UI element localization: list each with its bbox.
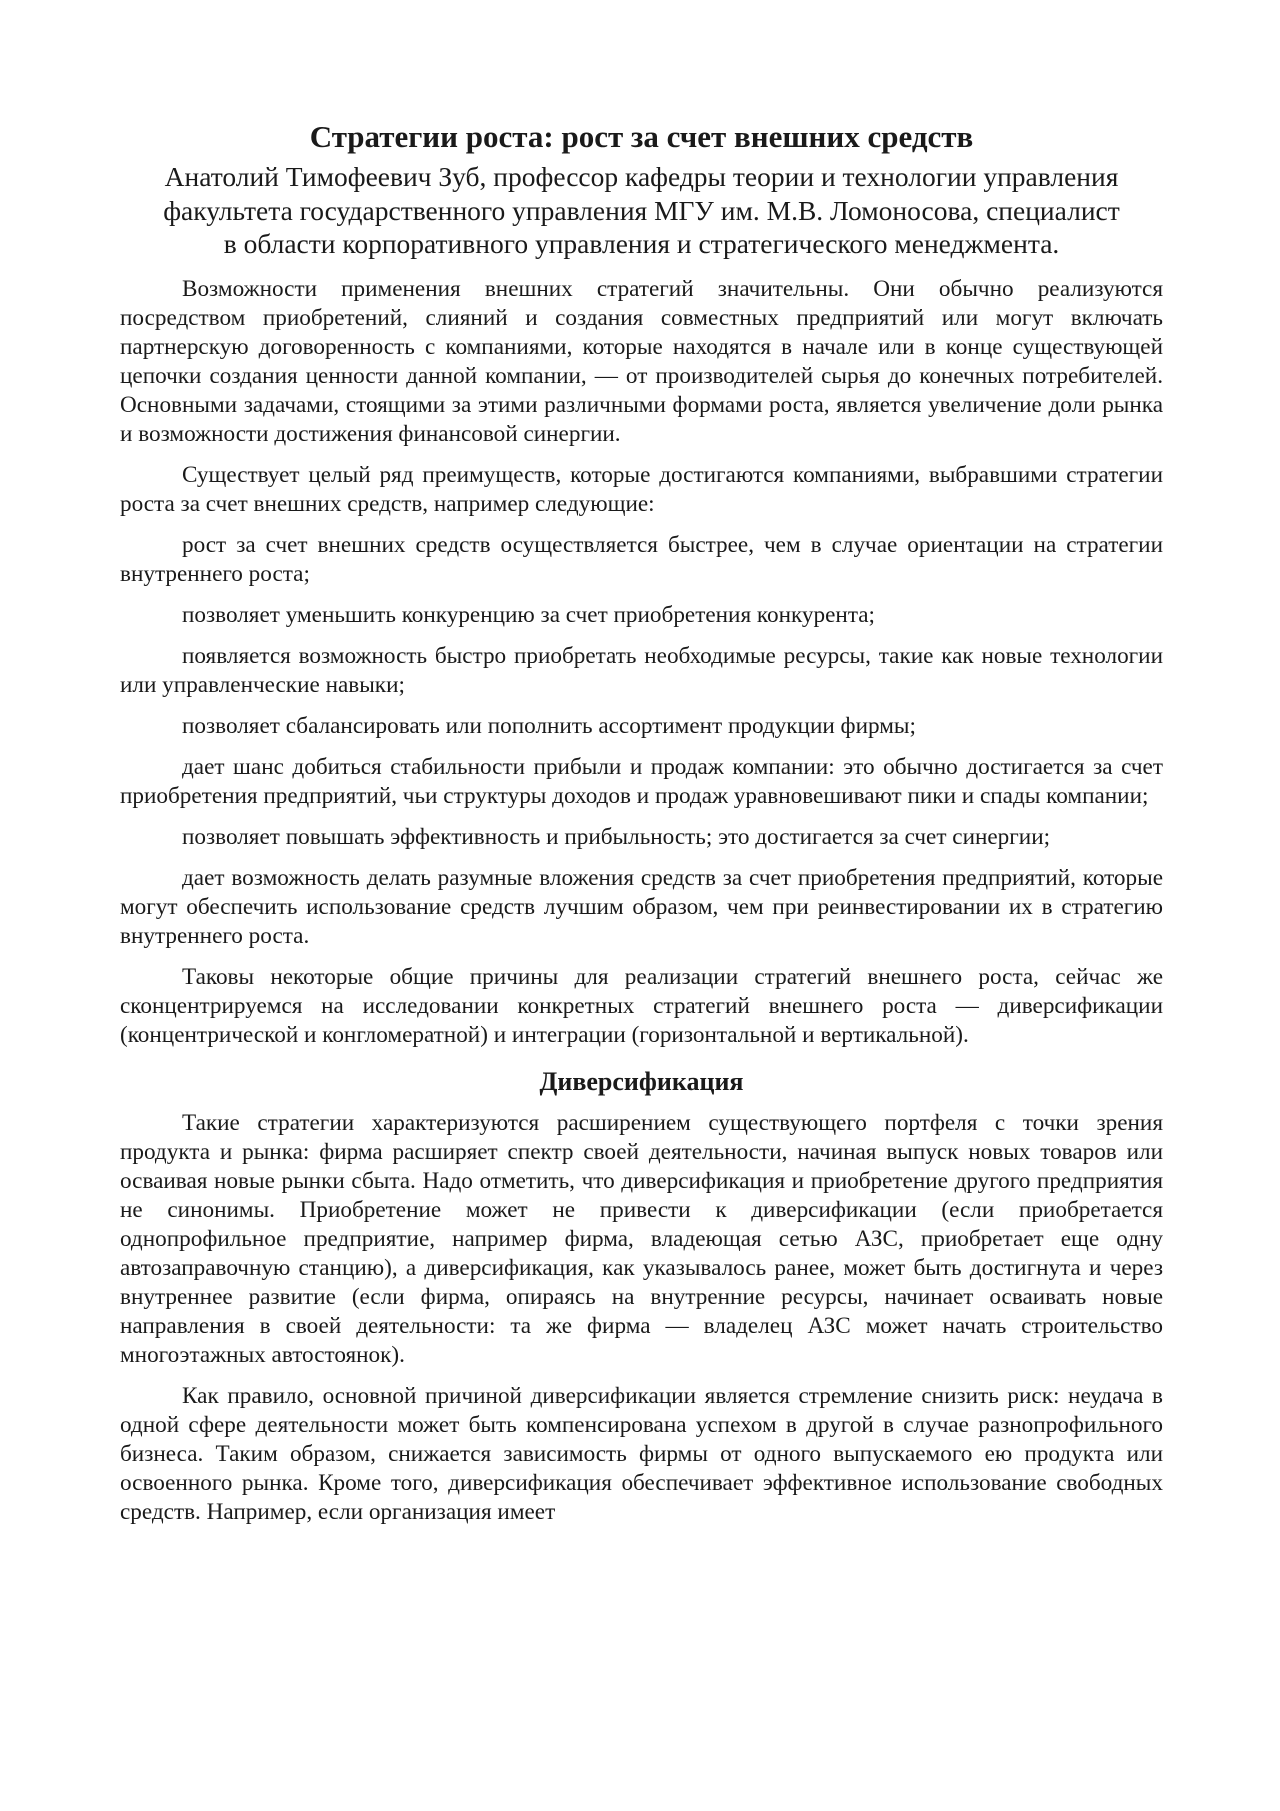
list-item: дает шанс добиться стабильности прибыли и продаж компании: это обычно достигается за счет приобретения предприятий, чьи структуры доходов и продаж уравновешивают пики и спады компании; [120, 753, 1163, 809]
list-item: позволяет уменьшить конкуренцию за счет приобретения конкурента; [182, 601, 875, 628]
paragraph: Таковы некоторые общие причины для реализации стратегий внешнего роста, сейчас же сконцентрируемся на исследовании конкретных стратегий внешнего роста — диверсификации (концентрической и конгломератной) и интеграции (горизонтальной и вертикальной). [120, 963, 1163, 1048]
document-page [120, 118, 1163, 1539]
paragraph: Существует целый ряд преимуществ, которые достигаются компаниями, выбравшими стратегии роста за счет внешних средств, например следующие: [120, 461, 1163, 517]
list-item: позволяет сбалансировать или пополнить ассортимент продукции фирмы; [182, 712, 916, 739]
list-item: дает возможность делать разумные вложения средств за счет приобретения предприятий, которые могут обеспечить использование средств лучшим образом, чем при реинвестировании их в стратегию внутреннего роста. [120, 864, 1163, 949]
paragraph: Возможности применения внешних стратегий значительны. Они обычно реализуются посредством приобретений, слияний и создания совместных предприятий или могут включать партнерскую договоренность с компаниями, которые находятся в начале или в конце существующей цепочки создания ценности данной компании, — от производителей сырья до конечных потребителей. Основными задачами, стоящими за этими различными формами роста, является увеличение доли рынка и возможности достижения финансовой синергии. [120, 275, 1163, 447]
paragraph: Такие стратегии характеризуются расширением существующего портфеля с точки зрения продукта и рынка: фирма расширяет спектр своей деятельности, начиная выпуск новых товаров или осваивая новые рынки сбыта. Надо отметить, что диверсификация и приобретение другого предприятия не синонимы. Приобретение может не привести к диверсификации (если приобретается однопрофильное предприятие, например фирма, владеющая сетью АЗС, приобретает еще одну автозаправочную станцию), а диверсификация, как указывалось ранее, может быть достигнута и через внутреннее развитие (если фирма, опираясь на внутренние ресурсы, начинает осваивать новые направления в своей деятельности: та же фирма — владелец АЗС может начать строительство многоэтажных автостоянок). [120, 1109, 1163, 1368]
author-line: Анатолий Тимофеевич Зуб, профессор кафедры теории и технологии управления факультета государственного управления МГУ им. М.В. Ломоносова, специалист в области корпоративного управления и стратегического менеджмента. [163, 161, 1120, 259]
paragraph: Как правило, основной причиной диверсификации является стремление снизить риск: неудача в одной сфере деятельности может быть компенсирована успехом в другой в случае разнопрофильного бизнеса. Таким образом, снижается зависимость фирмы от одного выпускаемого ею продукта или освоенного рынка. Кроме того, диверсификация обеспечивает эффективное использование свободных средств. Например, если организация имеет [120, 1382, 1163, 1525]
list-item: рост за счет внешних средств осуществляется быстрее, чем в случае ориентации на стратегии внутреннего роста; [120, 531, 1163, 587]
list-item: позволяет повышать эффективность и прибыльность; это достигается за счет синергии; [182, 823, 1051, 850]
section-heading: Диверсификация [539, 1066, 744, 1096]
list-item: появляется возможность быстро приобретать необходимые ресурсы, такие как новые технологии или управленческие навыки; [120, 642, 1163, 698]
document-title: Стратегии роста: рост за счет внешних средств [309, 119, 974, 154]
